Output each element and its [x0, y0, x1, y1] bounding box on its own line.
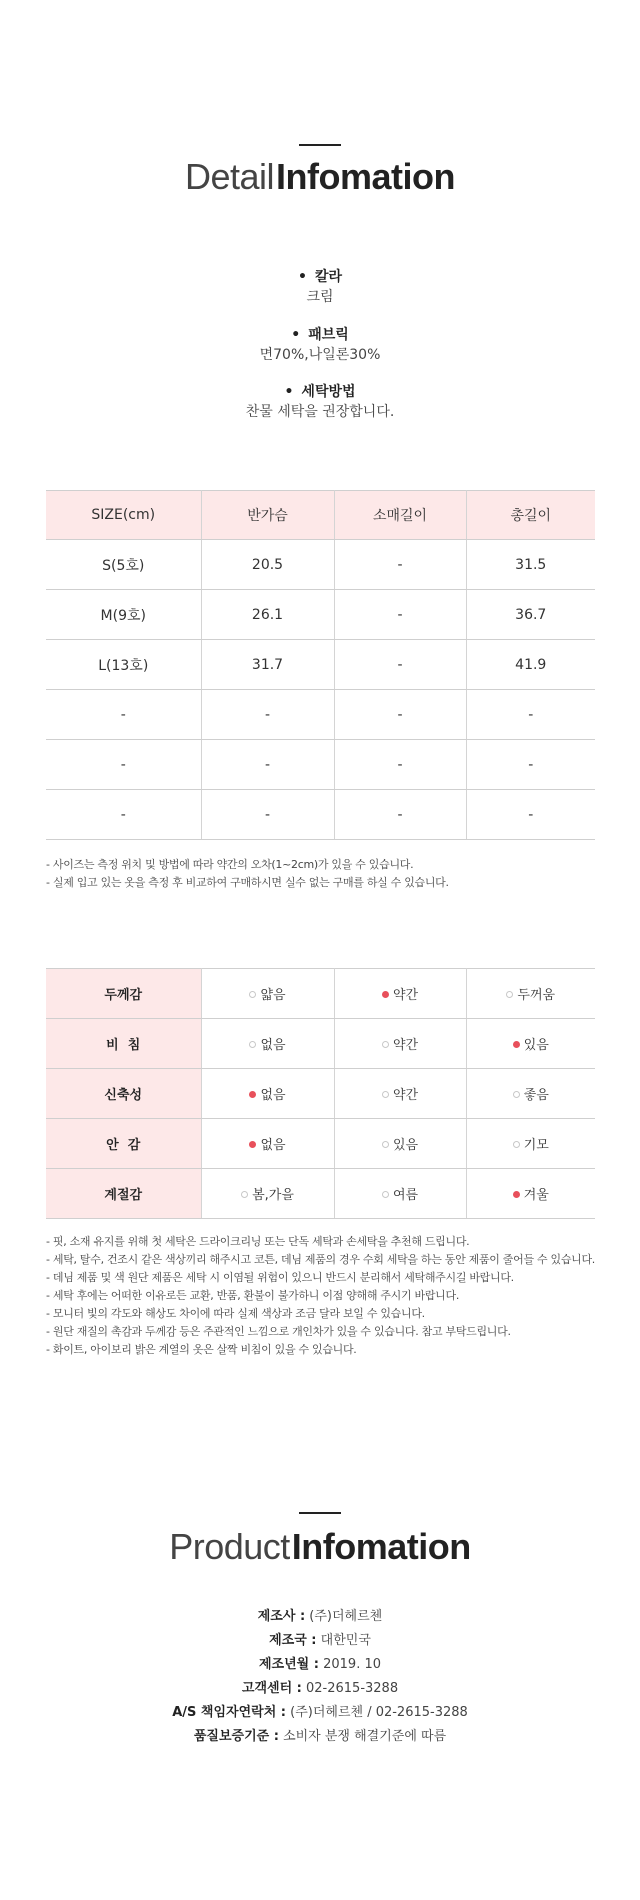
table-row [46, 1169, 595, 1219]
table-row [46, 1119, 595, 1169]
note-line: - 데님 제품 및 색 원단 제품은 세탁 시 이염될 위험이 있으니 반드시 분리해서 세탁해주시길 바랍니다. [46, 1271, 514, 1284]
bullet-icon: • [284, 384, 294, 400]
table-cell: - [201, 740, 334, 790]
option-dot-empty [506, 991, 513, 998]
table-row [46, 590, 595, 640]
table-row [46, 740, 595, 790]
option-dot-empty [382, 1091, 389, 1098]
option-label: 봄,가을 [252, 1188, 294, 1203]
product-title-bold: Infomation [291, 1526, 471, 1567]
table-row [46, 790, 595, 840]
table-cell: - [334, 690, 466, 740]
option-dot-selected [249, 1141, 256, 1148]
table-row [46, 1019, 595, 1069]
option-dot-selected [382, 991, 389, 998]
spec-label: 칼라 [314, 269, 342, 285]
spec-value: 크림 [306, 289, 334, 305]
spec-value: 면70%,나일론30% [259, 347, 381, 363]
table-cell: - [46, 740, 201, 790]
table-cell: - [201, 790, 334, 840]
note-line: - 핏, 소재 유지를 위해 첫 세탁은 드라이크리닝 또는 단독 세탁과 손세탁을 추천해 드립니다. [46, 1235, 470, 1248]
table-row [46, 640, 595, 690]
info-key: 제조사 : [257, 1609, 306, 1624]
table-cell: 41.9 [466, 640, 595, 690]
feel-label: 신축성 [46, 1069, 201, 1119]
option-label: 얇음 [260, 988, 286, 1003]
feel-label: 계절감 [46, 1169, 201, 1219]
detail-title [0, 156, 640, 198]
note-line: - 실제 입고 있는 옷을 측정 후 비교하여 구매하시면 실수 없는 구매를 하실 수 있습니다. [46, 876, 449, 889]
info-value: 대한민국 [320, 1633, 371, 1648]
option-dot-empty [382, 1191, 389, 1198]
table-cell: - [334, 540, 466, 590]
feel-label: 안 감 [46, 1119, 201, 1169]
option-dot-empty [249, 991, 256, 998]
option-label: 좋음 [523, 1088, 549, 1103]
option-label: 없음 [260, 1088, 286, 1103]
info-key: 제조국 : [269, 1633, 317, 1648]
spec-color [0, 267, 640, 307]
table-cell: 36.7 [466, 590, 595, 640]
spec-fabric [0, 325, 640, 365]
info-value: 소비자 분쟁 해결기준에 따름 [283, 1729, 447, 1744]
info-value: 02-2615-3288 [306, 1681, 399, 1696]
bullet-icon: • [297, 269, 307, 285]
spec-value: 찬물 세탁을 권장합니다. [245, 404, 395, 420]
info-row [0, 1677, 640, 1701]
option-label: 없음 [260, 1038, 286, 1053]
option-label: 있음 [392, 1138, 419, 1153]
option-dot-empty [241, 1191, 248, 1198]
feel-label: 비 침 [46, 1019, 201, 1069]
product-title-light: Product [169, 1526, 290, 1567]
note-line: - 사이즈는 측정 위치 및 방법에 따라 약간의 오차(1~2cm)가 있을 수 있습니다. [46, 858, 414, 871]
option-dot-selected [513, 1041, 520, 1048]
option-dot-empty [249, 1041, 256, 1048]
note-line: - 화이트, 아이보리 밝은 계열의 옷은 살짝 비침이 있을 수 있습니다. [46, 1343, 357, 1356]
info-value: (주)더헤르첸 [309, 1609, 383, 1624]
option-label: 여름 [392, 1188, 419, 1203]
table-cell: 31.7 [201, 640, 334, 690]
table-cell: M(9호) [46, 590, 201, 640]
option-label: 기모 [523, 1138, 549, 1153]
size-header-cell: SIZE(cm) [46, 491, 201, 540]
table-cell: S(5호) [46, 540, 201, 590]
option-label: 두꺼움 [517, 988, 556, 1003]
option-dot-empty [513, 1141, 520, 1148]
note-line: - 세탁 후에는 어떠한 이유로든 교환, 반품, 환불이 불가하니 이점 양해해 주시기 바랍니다. [46, 1289, 460, 1302]
detail-title-bold: Infomation [276, 156, 456, 197]
info-value: 2019. 10 [323, 1657, 381, 1672]
spec-label: 패브릭 [308, 327, 349, 343]
info-key: 고객센터 : [241, 1681, 302, 1696]
table-row [46, 1069, 595, 1119]
care-notes [46, 1233, 626, 1359]
option-label: 약간 [392, 988, 419, 1003]
note-line: - 원단 재질의 촉감과 두께감 등은 주관적인 느낌으로 개인차가 있을 수 있습니다. 참고 부탁드립니다. [46, 1325, 511, 1338]
table-cell: - [334, 790, 466, 840]
info-row [0, 1653, 640, 1677]
table-cell: L(13호) [46, 640, 201, 690]
table-cell: 31.5 [466, 540, 595, 590]
size-header-cell: 소매길이 [334, 491, 466, 540]
info-key: A/S 책임자연락처 : [172, 1705, 286, 1720]
spec-wash [0, 382, 640, 422]
table-row [46, 969, 595, 1019]
product-info [0, 1605, 640, 1749]
feel-table [46, 968, 595, 1219]
size-notes [46, 856, 626, 892]
size-table [46, 490, 595, 840]
feel-label: 두께감 [46, 969, 201, 1019]
option-dot-empty [513, 1091, 520, 1098]
table-cell: - [466, 740, 595, 790]
table-cell: 26.1 [201, 590, 334, 640]
table-cell: - [334, 640, 466, 690]
table-cell: - [466, 790, 595, 840]
option-label: 약간 [392, 1088, 419, 1103]
product-divider [299, 1512, 341, 1514]
detail-title-light: Detail [184, 156, 275, 197]
note-line: - 모니터 빛의 각도와 해상도 차이에 따라 실제 색상과 조금 달라 보일 수 있습니다. [46, 1307, 425, 1320]
table-cell: - [466, 690, 595, 740]
option-label: 없음 [260, 1138, 286, 1153]
size-header-cell: 총길이 [466, 491, 595, 540]
table-cell: - [334, 740, 466, 790]
info-row [0, 1629, 640, 1653]
spec-label: 세탁방법 [301, 384, 356, 400]
option-dot-empty [382, 1141, 389, 1148]
option-dot-empty [382, 1041, 389, 1048]
info-row [0, 1605, 640, 1629]
table-cell: - [46, 690, 201, 740]
table-cell: - [46, 790, 201, 840]
info-row [0, 1701, 640, 1725]
table-row [46, 540, 595, 590]
table-cell: - [201, 690, 334, 740]
option-label: 있음 [523, 1038, 549, 1053]
table-row [46, 690, 595, 740]
note-line: - 세탁, 탈수, 건조시 같은 색상끼리 해주시고 코튼, 데님 제품의 경우 수회 세탁을 하는 동안 제품이 줄어들 수 있습니다. [46, 1253, 595, 1266]
table-cell: - [334, 590, 466, 640]
info-key: 제조년월 : [259, 1657, 319, 1672]
product-title [0, 1526, 640, 1568]
bullet-icon: • [291, 327, 301, 343]
option-dot-selected [249, 1091, 256, 1098]
info-value: (주)더헤르첸 / 02-2615-3288 [290, 1705, 468, 1720]
info-key: 품질보증기준 : [193, 1729, 279, 1744]
info-row [0, 1725, 640, 1749]
option-dot-selected [513, 1191, 520, 1198]
size-header-cell: 반가슴 [201, 491, 334, 540]
table-cell: 20.5 [201, 540, 334, 590]
option-label: 겨울 [523, 1188, 549, 1203]
size-table-header [46, 491, 595, 540]
detail-divider [299, 144, 341, 146]
option-label: 약간 [392, 1038, 419, 1053]
